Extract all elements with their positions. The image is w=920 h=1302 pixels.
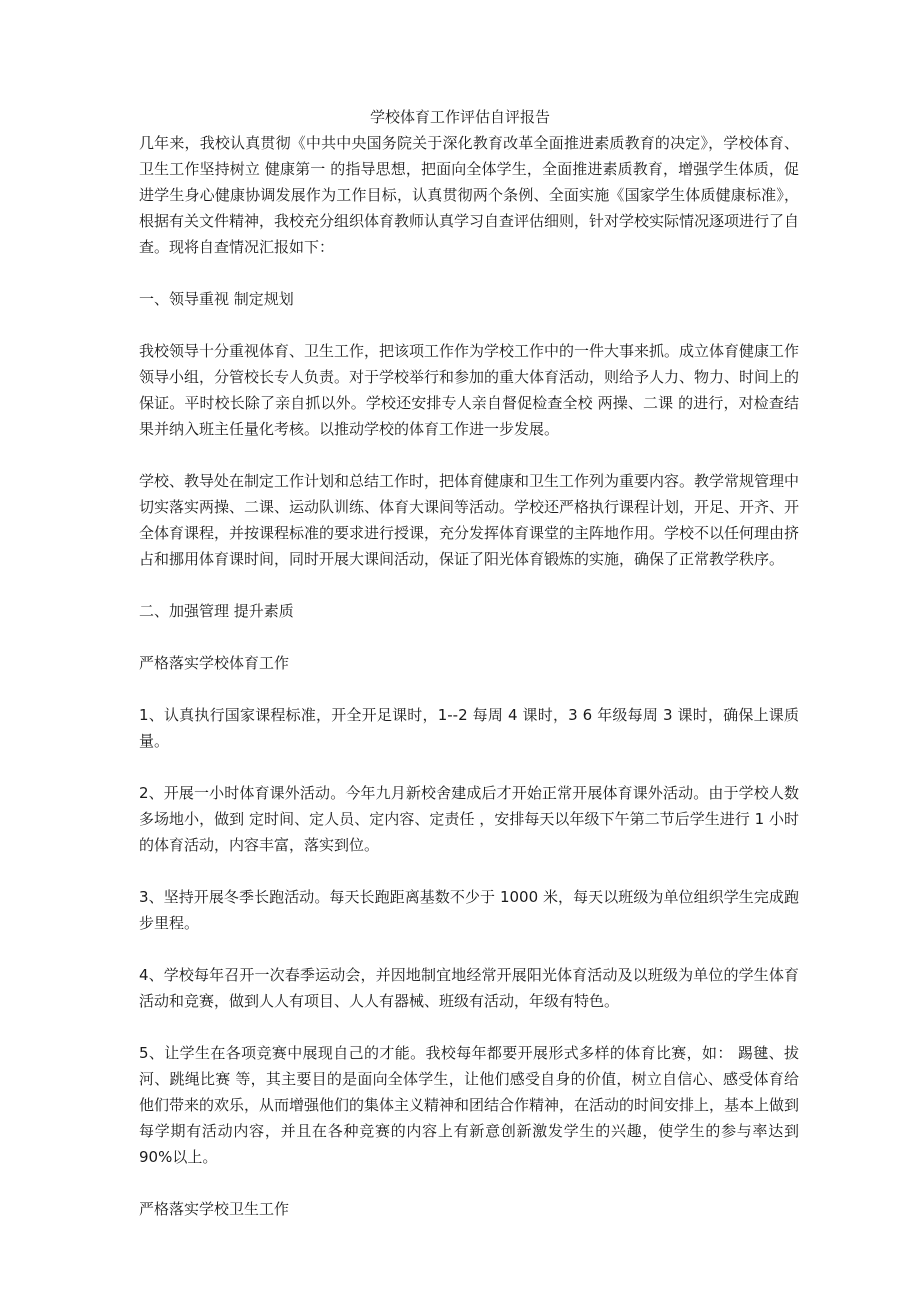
sub-heading-pe-work: 严格落实学校体育工作	[139, 654, 290, 672]
section-1-paragraph-1: 我校领导十分重视体育、卫生工作，把该项工作作为学校工作中的一件大事来抓。成立体育健康工作领导小组，分管校长专人负责。对于学校举行和参加的重大体育活动，则给予人力、物力、时间上的保证。平时校长除了亲自抓以外。学校还安排专人亲自督促检查全校 两操、二课 的进行，对检查结果并纳入班主任量化考核。以推动学校的体育工作进一步发展。	[139, 342, 800, 438]
list-item-1: 1、认真执行国家课程标准，开全开足课时，1--2 每周 4 课时，3 6 年级每周 3 课时，确保上课质量。	[139, 706, 799, 750]
section-1-heading: 一、领导重视 制定规划	[139, 290, 294, 308]
document-body	[139, 130, 799, 1222]
document-title: 学校体育工作评估自评报告	[369, 108, 550, 126]
list-item-3: 3、坚持开展冬季长跑活动。每天长跑距离基数不少于 1000 米，每天以班级为单位组织学生完成跑步里程。	[139, 888, 799, 932]
section-1-paragraph-2: 学校、教导处在制定工作计划和总结工作时，把体育健康和卫生工作列为重要内容。教学常规管理中切实落实两操、二课、运动队训练、体育大课间等活动。学校还严格执行课程计划，开足、开齐、开全体育课程，并按课程标准的要求进行授课，充分发挥体育课堂的主阵地作用。学校不以任何理由挤占和挪用体育课时间，同时开展大课间活动，保证了阳光体育锻炼的实施，确保了正常教学秩序。	[139, 472, 800, 568]
section-2-heading: 二、加强管理 提升素质	[139, 602, 294, 620]
list-item-5: 5、让学生在各项竞赛中展现自己的才能。我校每年都要开展形式多样的体育比赛，如： 踢毽、拔河、跳绳比赛 等，其主要目的是面向全体学生，让他们感受自身的价值，树立自信心、感受体育给他们带来的欢乐，从而增强他们的集体主义精神和团结合作精神，在活动的时间安排上，基本上做到每学期有活动内容，并且在各种竞赛的内容上有新意创新激发学生的兴趣，使学生的参与率达到 90%以上。	[139, 1044, 800, 1166]
list-item-4: 4、学校每年召开一次春季运动会，并因地制宜地经常开展阳光体育活动及以班级为单位的学生体育活动和竞赛，做到人人有项目、人人有器械、班级有活动，年级有特色。	[139, 966, 799, 1010]
list-item-2: 2、开展一小时体育课外活动。今年九月新校舍建成后才开始正常开展体育课外活动。由于学校人数多场地小，做到 定时间、定人员、定内容、定责任 ，安排每天以年级下午第二节后学生进行 1 小时的体育活动，内容丰富，落实到位。	[139, 784, 799, 854]
intro-paragraph: 几年来，我校认真贯彻《中共中央国务院关于深化教育改革全面推进素质教育的决定》，学校体育、卫生工作坚持树立 健康第一 的指导思想，把面向全体学生，全面推进素质教育，增强学生体质，促进学生身心健康协调发展作为工作目标，认真贯彻两个条例、全面实施《国家学生体质健康标准》，根据有关文件精神，我校充分组织体育教师认真学习自查评估细则，针对学校实际情况逐项进行了自查。现将自查情况汇报如下：	[139, 134, 800, 256]
sub-heading-health-work: 严格落实学校卫生工作	[139, 1200, 290, 1218]
